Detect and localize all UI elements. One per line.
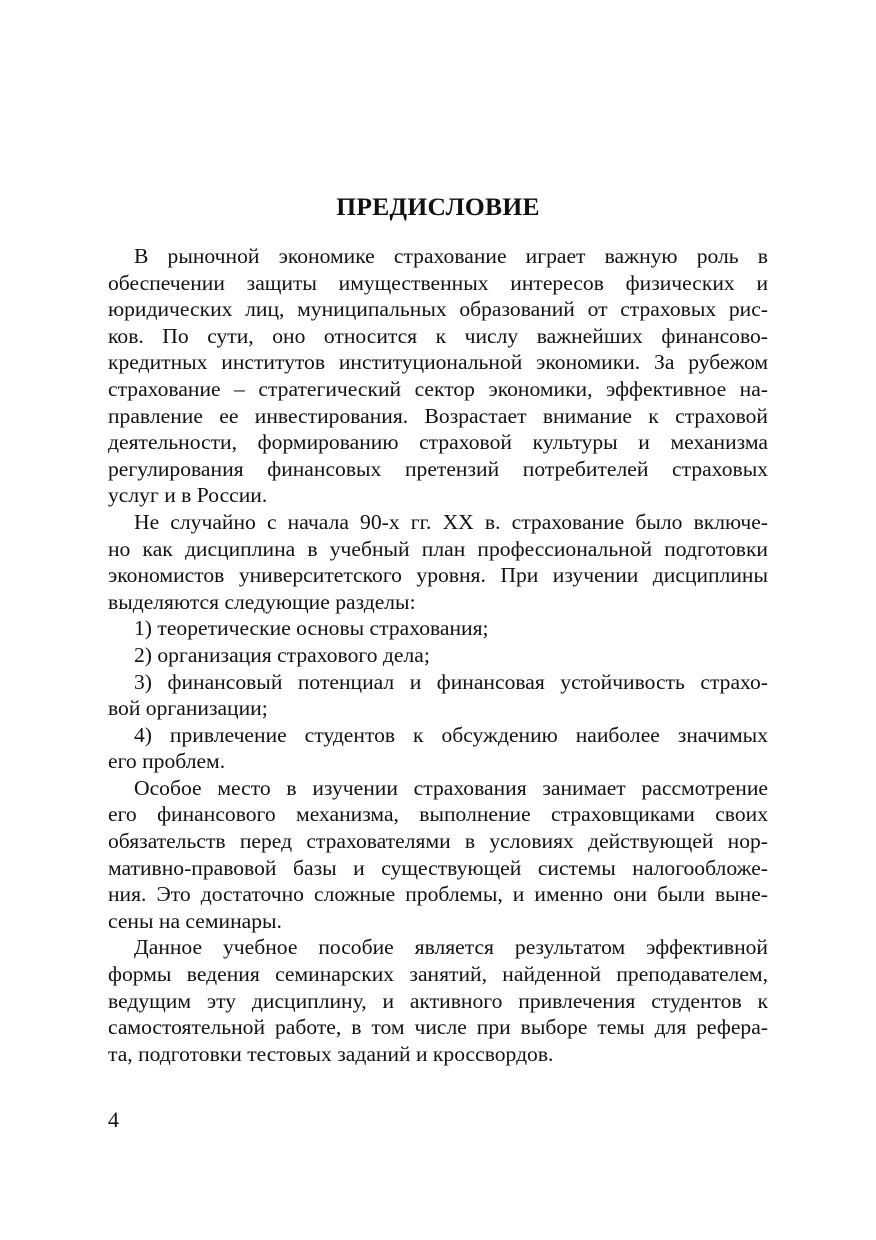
page-title: ПРЕДИСЛОВИЕ	[336, 192, 540, 221]
text-line: 3) финансовый потенциал и финансовая устойчивость страхо-	[134, 669, 768, 694]
text-line: та, подготовки тестовых заданий и кроссвордов.	[108, 1041, 554, 1066]
text-line: его проблем.	[108, 749, 226, 774]
text-line: вой организации;	[108, 696, 268, 721]
text-line: сены на семинары.	[108, 908, 282, 933]
text-line: экономистов университетского уровня. При изучении дисциплины	[108, 563, 768, 588]
text-line: мативно-правовой базы и существующей системы налогообложе-	[108, 855, 768, 880]
text-line: В рыночной экономике страхование играет важную роль в	[134, 244, 768, 268]
text-line: самостоятельной работе, в том числе при выборе темы для рефера-	[108, 1015, 768, 1040]
text-line: формы ведения семинарских занятий, найденной преподавателем,	[108, 962, 768, 987]
text-line: юридических лиц, муниципальных образований от страховых рис-	[108, 297, 768, 322]
text-line: регулирования финансовых претензий потребителей страховых	[108, 456, 768, 481]
text-line: 1) теоретические основы страхования;	[134, 616, 489, 641]
text-line: ведущим эту дисциплину, и активного привлечения студентов к	[108, 988, 768, 1013]
body-text	[108, 243, 768, 1067]
text-line: Особое место в изучении страхования занимает рассмотрение	[134, 775, 768, 800]
text-line: 2) организация страхового дела;	[134, 642, 430, 667]
text-line: правление ее инвестирования. Возрастает внимание к страховой	[108, 403, 768, 428]
text-line: обязательств перед страхователями в условиях действующей нор-	[108, 829, 768, 854]
text-line: выделяются следующие разделы:	[108, 589, 416, 614]
text-line: его финансового механизма, выполнение страховщиками своих	[108, 802, 768, 827]
text-line: ков. По сути, оно относится к числу важнейших финансово-	[108, 323, 768, 348]
text-line: обеспечении защиты имущественных интересов физических и	[108, 270, 768, 295]
text-line: но как дисциплина в учебный план профессиональной подготовки	[108, 536, 768, 561]
text-line: Не случайно с начала 90-х гг. XX в. страхование было включе-	[134, 509, 768, 534]
text-line: кредитных институтов институциональной экономики. За рубежом	[108, 350, 768, 375]
text-line: ния. Это достаточно сложные проблемы, и именно они были выне-	[108, 882, 768, 907]
page-number: 4	[108, 1107, 119, 1132]
text-line: услуг и в России.	[108, 483, 268, 508]
text-line: 4) привлечение студентов к обсуждению наиболее значимых	[134, 722, 768, 747]
text-line: деятельности, формированию страховой культуры и механизма	[108, 430, 768, 455]
text-line: страхование – стратегический сектор экономики, эффективное на-	[108, 376, 768, 401]
text-line: Данное учебное пособие является результатом эффективной	[134, 935, 768, 960]
